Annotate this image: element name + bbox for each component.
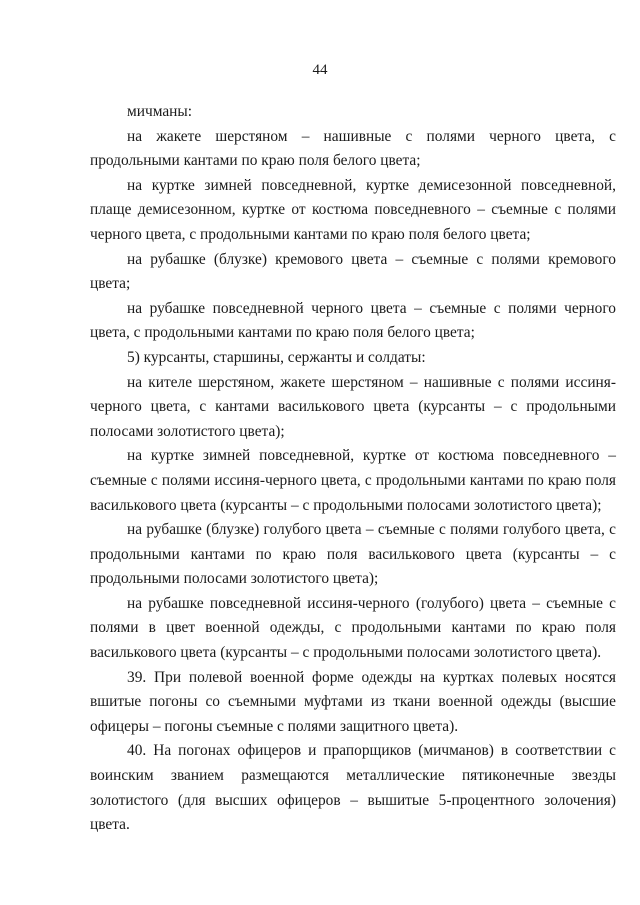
paragraph-cadets-heading: 5) курсанты, старшины, сержанты и солдаты: xyxy=(127,348,426,366)
paragraph-michmany-coat: на куртке зимней повседневной, куртке демисезонной повседневной, плаще демисезонном, куртке от костюма повседневного – съемные с полями черного цвета, с продольными кантами по краю поля белого цвета; xyxy=(90,176,616,243)
paragraph-michmany-black-shirt: на рубашке повседневной черного цвета – съемные с полями черного цвета, с продольными кантами по краю поля белого цвета; xyxy=(90,299,616,342)
paragraph-cadets-blue-shirt: на рубашке (блузке) голубого цвета – съемные с полями голубого цвета, с продольными кантами по краю поля василькового цвета (курсанты – с продольными полосами золотистого цвета); xyxy=(90,521,616,588)
paragraph-cadets-tunic: на кителе шерстяном, жакете шерстяном – нашивные с полями иссиня-черного цвета, с кантами василькового цвета (курсанты – с продольными полосами золотистого цвета); xyxy=(90,373,616,440)
paragraph-item-39: 39. При полевой военной форме одежды на куртках полевых носятся вшитые погоны со съемными муфтами из ткани военной одежды (высшие офицеры – погоны съемные с полями защитного цвета). xyxy=(90,668,616,735)
paragraph-michmany-cream-shirt: на рубашке (блузке) кремового цвета – съемные с полями кремового цвета; xyxy=(90,250,616,293)
paragraph-item-40: 40. На погонах офицеров и прапорщиков (мичманов) в соответствии с воинским званием размещаются металлические пятиконечные звезды золотистого (для высших офицеров – вышитые 5-процентного золочения) цвета. xyxy=(90,742,616,834)
paragraph-cadets-daily-shirt: на рубашке повседневной иссиня-черного (голубого) цвета – съемные с полями в цвет военной одежды, с продольными кантами по краю поля василькового цвета (курсанты – с продольными полосами золотистого цвета). xyxy=(90,594,616,662)
paragraph-michmany-jacket: на жакете шерстяном – нашивные с полями черного цвета, с продольными кантами по краю поля белого цвета; xyxy=(90,127,616,170)
paragraph-cadets-winter-jacket: на куртке зимней повседневной, куртке от костюма повседневного – съемные с полями иссиня-черного цвета, с продольными кантами по краю поля василькового цвета (курсанты – с продольными полосами золотистого цвета); xyxy=(90,447,616,514)
paragraph-michmany-heading: мичманы: xyxy=(127,103,193,120)
page-number: 44 xyxy=(312,62,328,78)
document-body xyxy=(90,100,616,838)
